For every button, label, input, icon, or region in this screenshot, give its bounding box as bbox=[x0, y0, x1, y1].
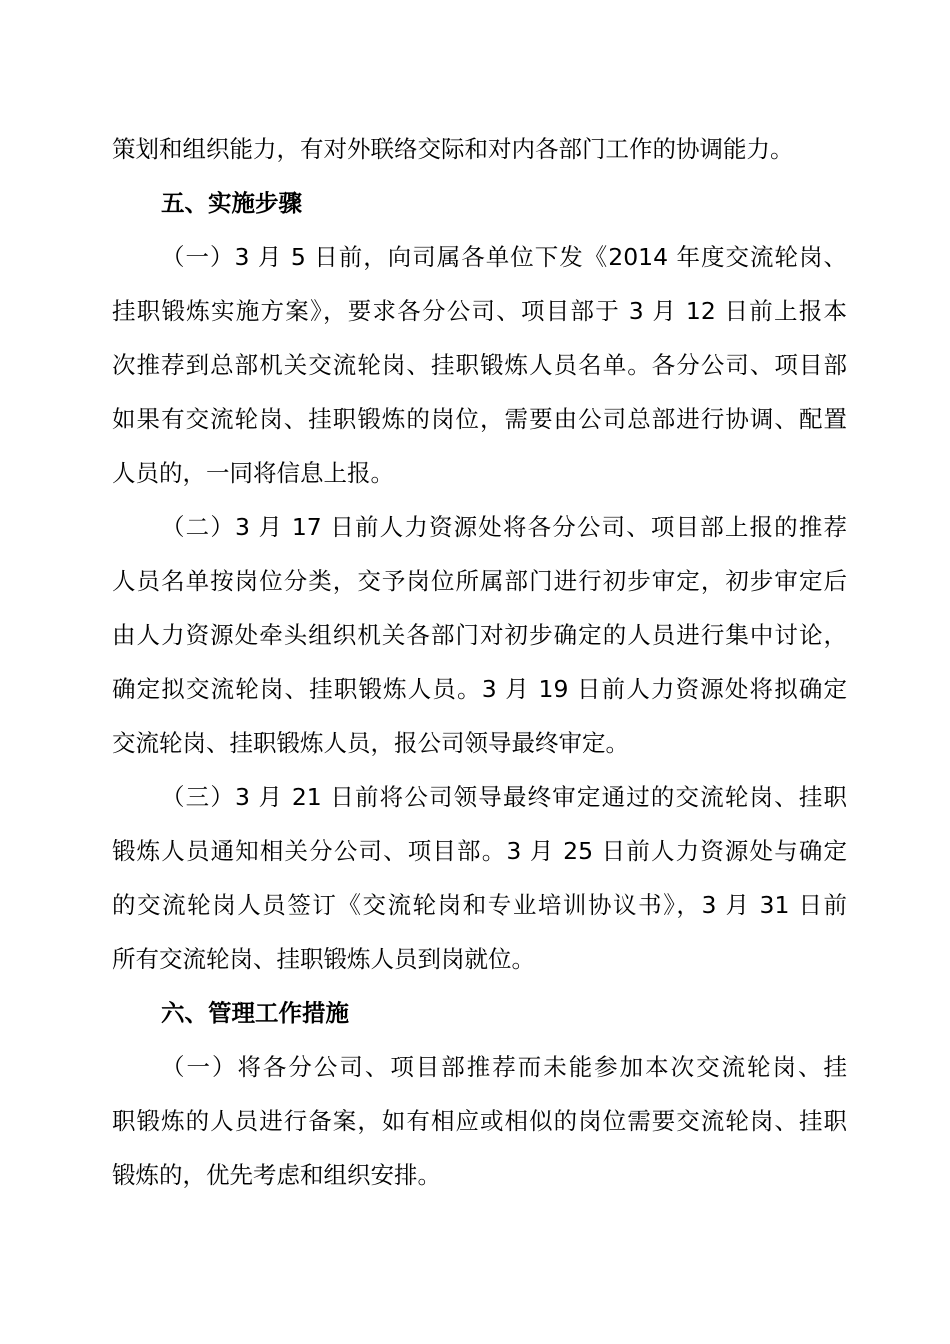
paragraph-line: 挂职锻炼实施方案》，要求各分公司、项目部于 3 月 12 日前上报本 bbox=[112, 297, 847, 325]
paragraph-line: （一）3 月 5 日前，向司属各单位下发《2014 年度交流轮岗、 bbox=[161, 243, 847, 271]
paragraph-line: （二）3 月 17 日前人力资源处将各分公司、项目部上报的推荐 bbox=[161, 513, 847, 541]
paragraph-line: 锻炼人员通知相关分公司、项目部。3 月 25 日前人力资源处与确定 bbox=[112, 837, 847, 865]
paragraph-line: 职锻炼的人员进行备案，如有相应或相似的岗位需要交流轮岗、挂职 bbox=[112, 1107, 847, 1135]
paragraph-line: 确定拟交流轮岗、挂职锻炼人员。3 月 19 日前人力资源处将拟确定 bbox=[112, 675, 847, 703]
paragraph-line: 锻炼的，优先考虑和组织安排。 bbox=[112, 1161, 441, 1189]
paragraph-line: 策划和组织能力，有对外联络交际和对内各部门工作的协调能力。 bbox=[112, 135, 794, 163]
paragraph-line: 所有交流轮岗、挂职锻炼人员到岗就位。 bbox=[112, 945, 535, 973]
paragraph-line: 的交流轮岗人员签订《交流轮岗和专业培训协议书》，3 月 31 日前 bbox=[112, 891, 847, 919]
paragraph-line: 由人力资源处牵头组织机关各部门对初步确定的人员进行集中讨论， bbox=[112, 621, 847, 649]
section-heading: 五、实施步骤 bbox=[161, 189, 302, 217]
paragraph-line: 人员的，一同将信息上报。 bbox=[112, 459, 394, 487]
paragraph-line: 如果有交流轮岗、挂职锻炼的岗位，需要由公司总部进行协调、配置 bbox=[112, 405, 847, 433]
paragraph-line: （一）将各分公司、项目部推荐而未能参加本次交流轮岗、挂 bbox=[161, 1053, 847, 1081]
paragraph-line: 交流轮岗、挂职锻炼人员，报公司领导最终审定。 bbox=[112, 729, 629, 757]
paragraph-line: （三）3 月 21 日前将公司领导最终审定通过的交流轮岗、挂职 bbox=[161, 783, 847, 811]
section-heading: 六、管理工作措施 bbox=[161, 999, 349, 1027]
paragraph-line: 人员名单按岗位分类，交予岗位所属部门进行初步审定，初步审定后 bbox=[112, 567, 847, 595]
paragraph-line: 次推荐到总部机关交流轮岗、挂职锻炼人员名单。各分公司、项目部 bbox=[112, 351, 847, 379]
